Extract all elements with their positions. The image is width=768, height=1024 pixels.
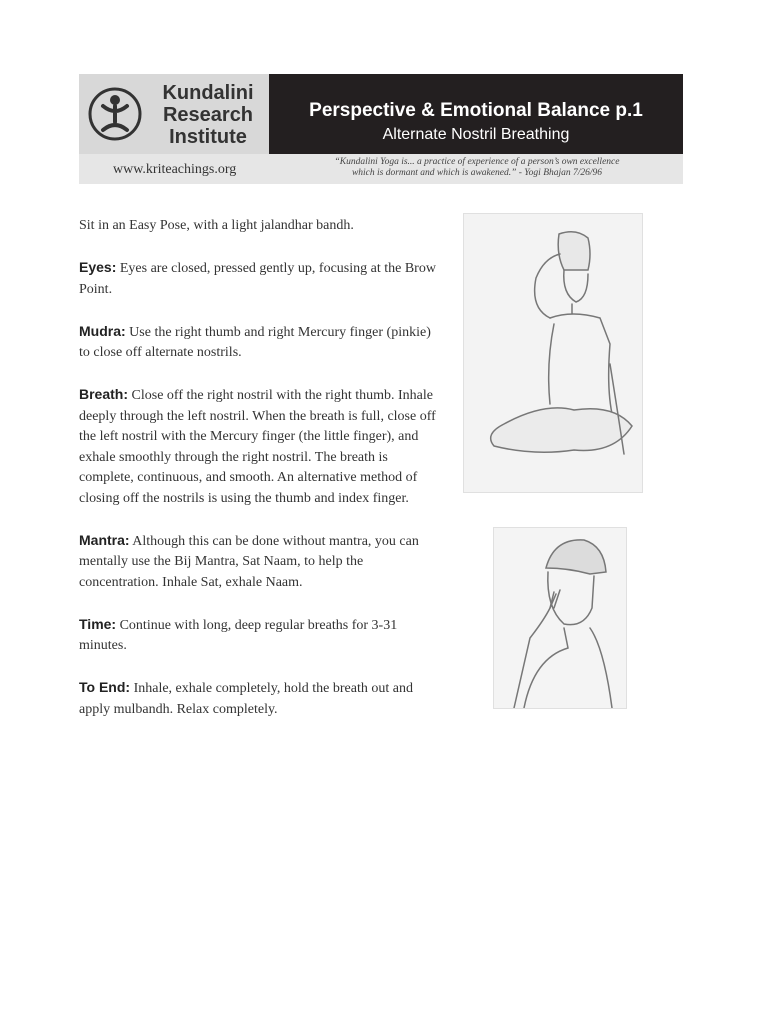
mantra-label: Mantra: bbox=[79, 531, 130, 548]
seated-pose-illustration bbox=[463, 213, 643, 493]
time-label: Time: bbox=[79, 615, 117, 632]
eyes-paragraph bbox=[79, 257, 439, 300]
eyes-label: Eyes: bbox=[79, 259, 117, 275]
breath-label: Breath: bbox=[79, 386, 129, 402]
page-subtitle: Alternate Nostril Breathing bbox=[382, 126, 570, 143]
to-end-paragraph bbox=[79, 677, 439, 720]
mantra-paragraph bbox=[79, 530, 439, 594]
header-strip bbox=[79, 154, 683, 184]
kri-logo-icon bbox=[87, 82, 143, 146]
org-name-line-1: Kundalini bbox=[162, 82, 254, 104]
page-header bbox=[79, 74, 683, 184]
org-name-line-2: Research bbox=[162, 104, 254, 126]
hand-on-nose-illustration bbox=[493, 527, 627, 709]
time-paragraph bbox=[79, 614, 439, 657]
mudra-label: Mudra: bbox=[79, 322, 126, 339]
mudra-text: Use the right thumb and right Mercury finger (pinkie) to close off alternate nostrils. bbox=[79, 324, 431, 360]
nostril-breathing-figure-icon bbox=[494, 528, 626, 708]
quote-line-1: “Kundalini Yoga is... a practice of experience of a person’s own excellence bbox=[334, 157, 620, 167]
to-end-text: Inhale, exhale completely, hold the breath out and apply mulbandh. Relax completely. bbox=[79, 681, 413, 717]
header-quote bbox=[329, 157, 625, 179]
time-text: Continue with long, deep regular breaths for 3-31 minutes. bbox=[79, 617, 398, 653]
intro-paragraph: Sit in an Easy Pose, with a light jalandhar bandh. bbox=[79, 218, 354, 233]
breath-text: Close off the right nostril with the right thumb. Inhale deeply through the left nostril. When the breath is full, close off the left nostril with the Mercury finger (the little finger), and exhale smoothly through the right nostril. The breath is complete, continuous, and smooth. An alternative method of closing off the nostrils is using the thumb and index finger. bbox=[79, 388, 436, 506]
title-banner bbox=[269, 74, 683, 154]
eyes-text: Eyes are closed, pressed gently up, focusing at the Brow Point. bbox=[79, 261, 436, 297]
seated-figure-icon bbox=[464, 214, 642, 492]
instructions bbox=[79, 216, 439, 741]
kri-logo-block bbox=[79, 74, 269, 154]
mantra-text: Although this can be done without mantra, you can mentally use the Bij Mantra, Sat Naam, to help the concentration. Inhale Sat, exhale Naam. bbox=[79, 533, 419, 590]
to-end-label: To End: bbox=[79, 679, 131, 695]
breath-paragraph bbox=[79, 384, 439, 509]
website-url: www.kriteachings.org bbox=[113, 162, 237, 177]
mudra-paragraph bbox=[79, 321, 439, 364]
org-name-line-3: Institute bbox=[169, 126, 247, 148]
quote-line-2: which is dormant and which is awakened.” - Yogi Bhajan 7/26/96 bbox=[351, 168, 603, 178]
org-name bbox=[153, 82, 263, 148]
page-title: Perspective & Emotional Balance p.1 bbox=[309, 100, 643, 121]
